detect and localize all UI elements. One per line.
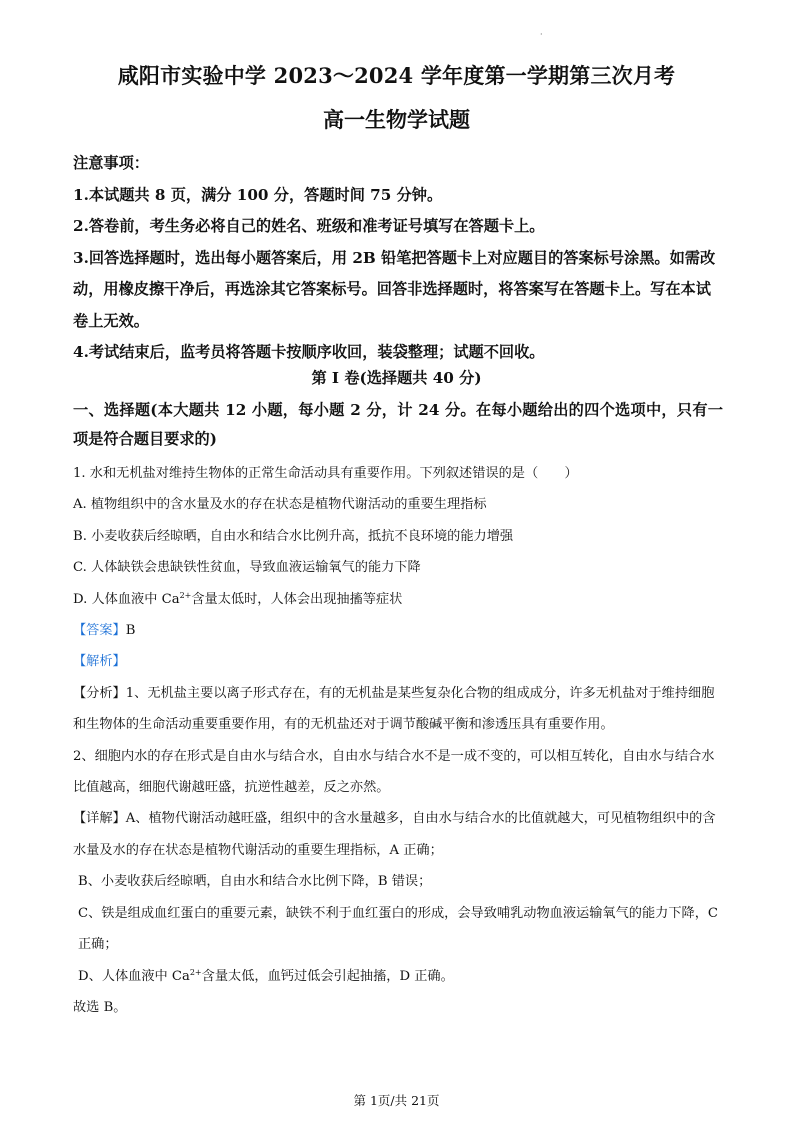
option-d: [73, 584, 723, 615]
part-heading: 一、选择题(本大题共 12 小题，每小题 2 分，计 24 分。在每小题给出的四个选项中，只有一项是符合题目要求的): [73, 401, 723, 448]
fenxi-tag: 【分析】: [73, 685, 126, 701]
page-number: 第 1页/共 21页: [353, 1093, 440, 1108]
detail-tag: 【详解】: [73, 811, 126, 827]
note-item: 1.本试题共 8 页，满分 100 分，答题时间 75 分钟。: [73, 185, 443, 204]
answer-value: B: [125, 623, 136, 639]
analysis-line: [73, 646, 723, 677]
detail-d-text: D、人体血液中 Ca: [78, 968, 190, 984]
note-item: 2.答卷前，考生务必将自己的姓名、班级和准考证号填写在答题卡上。: [73, 217, 545, 235]
superscript: 2+: [189, 967, 202, 977]
option-d-text: D. 人体血液中 Ca: [73, 591, 180, 607]
question-1: [73, 458, 723, 1023]
detail-d-text-end: 含量太低，血钙过低会引起抽搐，D 正确。: [201, 968, 454, 984]
corner-mark: ·: [540, 30, 543, 39]
analysis-tag: 【解析】: [73, 654, 126, 670]
superscript: 2+: [179, 590, 192, 600]
fenxi-text-1: 1、无机盐主要以离子形式存在，有的无机盐是某些复杂化合物的组成成分，许多无机盐对于维持细胞和生物体的生命活动重要重要作用，有的无机盐还对于调节酸碱平衡和渗透压具有重要作用。: [73, 685, 715, 733]
fenxi-paragraph-1: [73, 678, 723, 741]
conclusion: 故选 B。: [73, 999, 127, 1015]
note-item: 3.回答选择题时，选出每小题答案后，用 2B 铅笔把答题卡上对应题目的答案标号涂黑。如需改动，用橡皮擦干净后，再选涂其它答案标号。回答非选择题时，将答案写在答题卡上。写在本试卷上无效。: [73, 248, 716, 330]
answer-tag: 【答案】: [73, 623, 126, 639]
detail-text-a: A、植物代谢活动越旺盛，组织中的含水量越多，自由水与结合水的比值就越大，可见植物组织中的含水量及水的存在状态是植物代谢活动的重要生理指标，A 正确；: [73, 811, 716, 858]
exam-title: 咸阳市实验中学 2023～2024 学年度第一学期第三次月考: [117, 63, 676, 88]
question-stem: 1. 水和无机盐对维持生物体的正常生命活动具有重要作用。下列叙述错误的是（ ）: [73, 466, 578, 481]
option-a: A. 植物组织中的含水量及水的存在状态是植物代谢活动的重要生理指标: [73, 497, 487, 513]
option-d-text-end: 含量太低时，人体会出现抽搐等症状: [191, 591, 403, 607]
option-c: C. 人体缺铁会患缺铁性贫血，导致血液运输氧气的能力下降: [73, 560, 421, 576]
fenxi-paragraph-2: 2、细胞内水的存在形式是自由水与结合水，自由水与结合水不是一成不变的，可以相互转化，自由水与结合水比值越高，细胞代谢越旺盛，抗逆性越差，反之亦然。: [73, 748, 715, 796]
note-item: 4.考试结束后，监考员将答题卡按顺序收回，装袋整理；试题不回收。: [73, 343, 545, 361]
notes-heading: 注意事项：: [73, 154, 149, 172]
detail-paragraph-d: [73, 961, 723, 992]
notes-block: [73, 148, 723, 369]
detail-paragraph-c: C、铁是组成血红蛋白的重要元素，缺铁不利于血红蛋白的形成，会导致哺乳动物血液运输氧气的能力下降，C 正确；: [78, 905, 718, 953]
section-title: 第 I 卷(选择题共 40 分): [311, 369, 482, 387]
answer-line: [73, 615, 723, 646]
detail-paragraph-b: B、小麦收获后经晾晒，自由水和结合水比例下降，B 错误；: [78, 874, 432, 890]
exam-subtitle: 高一生物学试题: [323, 107, 470, 132]
option-b: B. 小麦收获后经晾晒，自由水和结合水比例升高，抵抗不良环境的能力增强: [73, 528, 514, 544]
detail-paragraph-a: [73, 803, 723, 866]
